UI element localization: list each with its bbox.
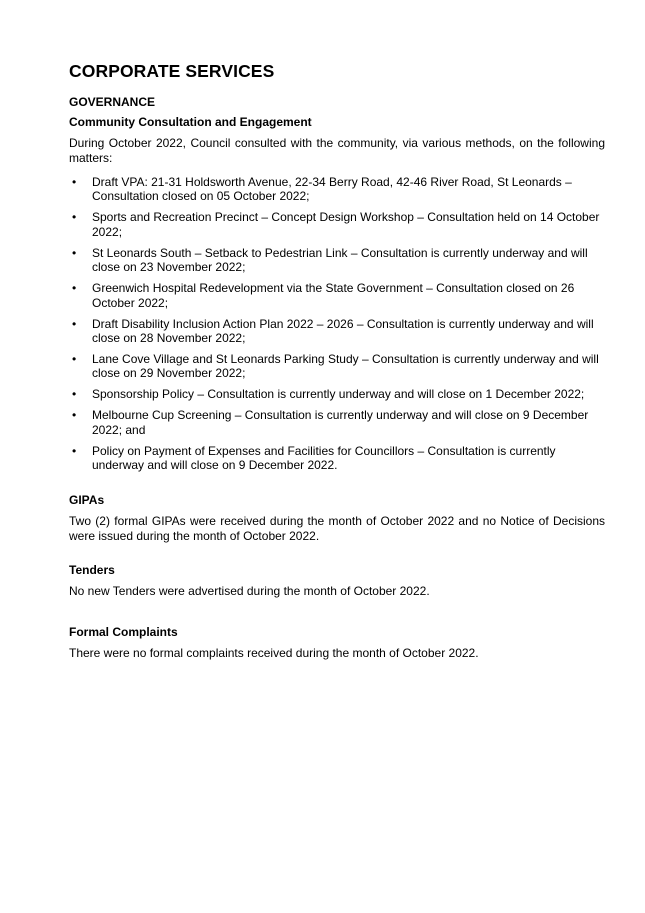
list-item (69, 246, 605, 275)
list-item-text: Draft VPA: 21-31 Holdsworth Avenue, 22-34 Berry Road, 42-46 River Road, St Leonards – Consultation closed on 05 October 2022; (92, 175, 572, 204)
gipas-text: Two (2) formal GIPAs were received during the month of October 2022 and no Notice of Decisions were issued during the month of October 2022. (69, 514, 605, 544)
list-item (69, 317, 605, 346)
list-item (69, 175, 605, 204)
bullet-icon: • (72, 387, 77, 402)
list-item (69, 210, 605, 239)
list-item-text: Greenwich Hospital Redevelopment via the State Government – Consultation closed on 26 October 2022; (92, 281, 575, 310)
gipas-heading: GIPAs (69, 493, 105, 508)
list-item-text: Sports and Recreation Precinct – Concept Design Workshop – Consultation held on 14 October 2022; (92, 210, 600, 239)
section-spacer (69, 599, 605, 625)
list-item-text: Melbourne Cup Screening – Consultation is currently underway and will close on 9 December 2022; and (92, 408, 589, 437)
governance-section (69, 95, 605, 473)
bullet-icon: • (72, 408, 77, 423)
bullet-icon: • (72, 210, 77, 225)
document-page (69, 60, 605, 661)
complaints-heading: Formal Complaints (69, 625, 178, 640)
consultation-list (69, 175, 605, 473)
list-item (69, 408, 605, 437)
list-item-text: St Leonards South – Setback to Pedestrian Link – Consultation is currently underway and will close on 23 November 2022; (92, 245, 588, 275)
bullet-icon: • (72, 443, 77, 458)
bullet-icon: • (72, 316, 77, 331)
gipas-section (69, 493, 605, 544)
complaints-text: There were no formal complaints received during the month of October 2022. (69, 646, 479, 661)
bullet-icon: • (72, 352, 77, 367)
tenders-heading: Tenders (69, 563, 115, 578)
consultation-subheading: Community Consultation and Engagement (69, 115, 312, 129)
governance-heading: GOVERNANCE (69, 95, 156, 109)
section-spacer (69, 544, 605, 563)
list-item-text: Policy on Payment of Expenses and Facilities for Councillors – Consultation is currently underway and will close on 9 December 2022. (92, 443, 556, 473)
list-item-text: Draft Disability Inclusion Action Plan 2022 – 2026 – Consultation is currently underway and will close on 28 November 2022; (92, 316, 594, 346)
list-item (69, 352, 605, 381)
tenders-section (69, 563, 605, 599)
list-item (69, 281, 605, 310)
complaints-section (69, 625, 605, 661)
bullet-icon: • (72, 281, 77, 296)
list-item-text: Sponsorship Policy – Consultation is currently underway and will close on 1 December 2022; (92, 387, 585, 402)
bullet-icon: • (72, 175, 77, 189)
list-item (69, 444, 605, 473)
tenders-text: No new Tenders were advertised during the month of October 2022. (69, 584, 430, 599)
list-item (69, 387, 605, 401)
bullet-icon: • (72, 245, 77, 260)
list-item-text: Lane Cove Village and St Leonards Parking Study – Consultation is currently underway and will close on 29 November 2022; (92, 352, 599, 381)
section-spacer (69, 479, 605, 493)
consultation-intro: During October 2022, Council consulted with the community, via various methods, on the following matters: (69, 136, 605, 165)
page-title: CORPORATE SERVICES (69, 61, 275, 81)
